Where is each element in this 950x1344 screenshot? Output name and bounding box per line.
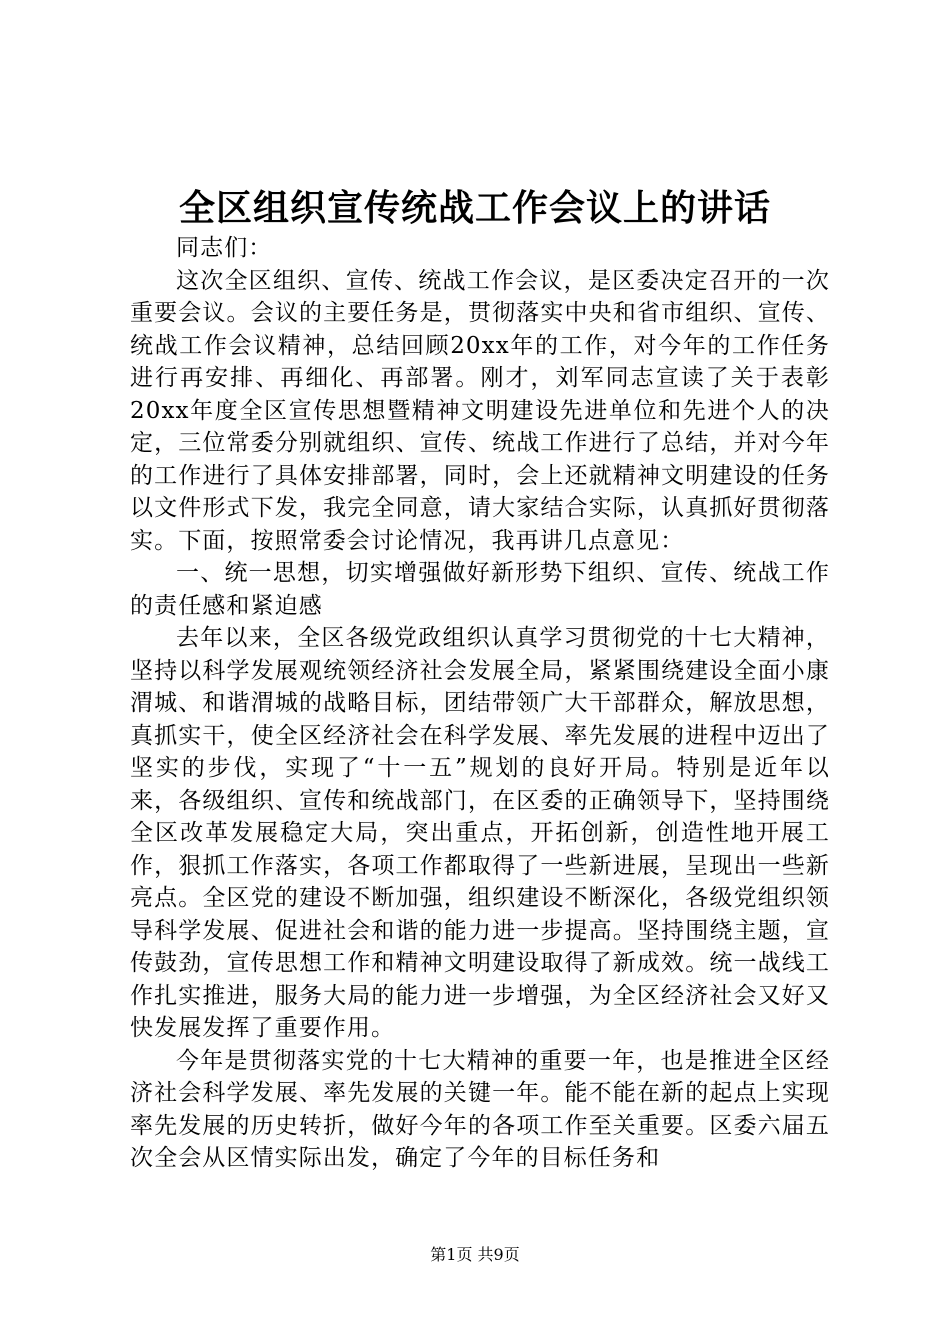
salutation-paragraph: 同志们： — [176, 235, 273, 261]
document-body — [130, 232, 830, 1175]
body-paragraph: 今年是贯彻落实党的十七大精神的重要一年，也是推进全区经济社会科学发展、率先发展的关键一年。能不能在新的起点上实现率先发展的历史转折，做好今年的各项工作至关重要。区委六届五次全会从区情实际出发，确定了今年的目标任务和 — [130, 1047, 830, 1171]
body-paragraph: 去年以来，全区各级党政组织认真学习贯彻党的十七大精神，坚持以科学发展观统领经济社会发展全局，紧紧围绕建设全面小康渭城、和谐渭城的战略目标，团结带领广大干部群众，解放思想，真抓实干，使全区经济社会在科学发展、率先发展的进程中迈出了坚实的步伐，实现了“十一五”规划的良好开局。特别是近年以来，各级组织、宣传和统战部门，在区委的正确领导下，坚持围绕全区改革发展稳定大局，突出重点，开拓创新，创造性地开展工作，狠抓工作落实，各项工作都取得了一些新进展，呈现出一些新亮点。全区党的建设不断加强，组织建设不断深化，各级党组织领导科学发展、促进社会和谐的能力进一步提高。坚持围绕主题，宣传鼓劲，宣传思想工作和精神文明建设取得了新成效。统一战线工作扎实推进，服务大局的能力进一步增强，为全区经济社会又好又快发展发挥了重要作用。 — [130, 625, 830, 1041]
page-footer: 第1页 共9页 — [430, 1245, 520, 1264]
document-title: 全区组织宣传统战工作会议上的讲话 — [178, 187, 771, 229]
section-heading: 一、统一思想，切实增强做好新形势下组织、宣传、统战工作的责任感和紧迫感 — [130, 560, 830, 619]
body-paragraph: 这次全区组织、宣传、统战工作会议，是区委决定召开的一次重要会议。会议的主要任务是，贯彻落实中央和省市组织、宣传、统战工作会议精神，总结回顾20xx年的工作，对今年的工作任务进行再安排、再细化、再部署。刚才，刘军同志宣读了关于表彰20xx年度全区宣传思想暨精神文明建设先进单位和先进个人的决定，三位常委分别就组织、宣传、统战工作进行了总结，并对今年的工作进行了具体安排部署，同时，会上还就精神文明建设的任务以文件形式下发，我完全同意，请大家结合实际，认真抓好贯彻落实。下面，按照常委会讨论情况，我再讲几点意见： — [130, 267, 830, 554]
